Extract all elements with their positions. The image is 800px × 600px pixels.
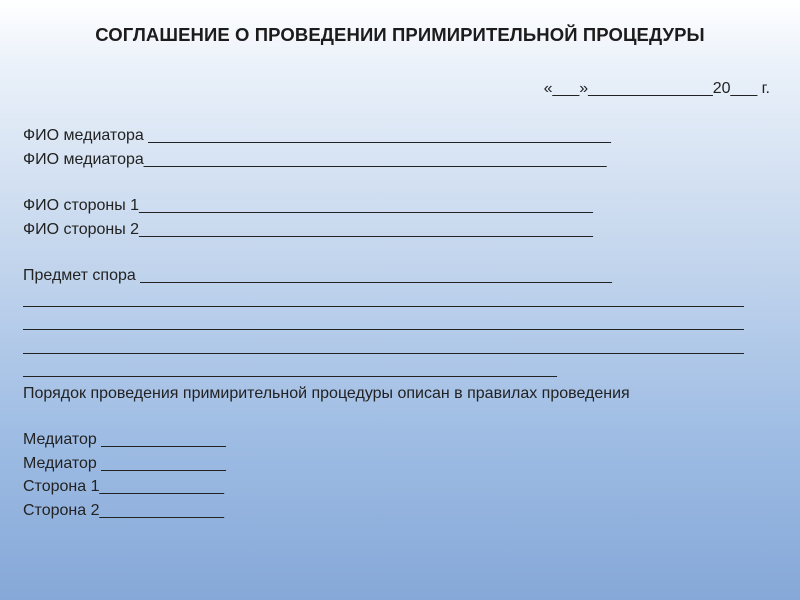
spacer [23,405,775,428]
document-title: СОГЛАШЕНИЕ О ПРОВЕДЕНИИ ПРИМИРИТЕЛЬНОЙ ПРОЦЕДУРЫ [95,24,705,45]
subject-blank-line: _________________________________________________________________________________ [23,290,744,308]
spacer [23,171,775,194]
subject-blank-line: _________________________________________________________________________________ [23,314,744,331]
subject-field: Предмет спора _____________________________________________________ [23,267,612,284]
party-1-field: ФИО стороны 1___________________________________________________ [23,197,593,214]
signature-party-1: Сторона 1______________ [23,478,225,495]
mediator-1-field: ФИО медиатора ____________________________________________________ [23,127,611,144]
date-line: «___»______________20___ г. [543,80,770,97]
party-2-field: ФИО стороны 2___________________________________________________ [23,220,593,238]
form-content [23,124,775,522]
subject-blank-line: _________________________________________________________________________________ [23,337,744,355]
signature-party-2: Сторона 2______________ [23,501,225,519]
procedure-text: Порядок проведения примирительной процедуры описан в правилах проведения [23,384,630,402]
mediator-2-field: ФИО медиатора____________________________________________________ [23,150,607,168]
subject-blank-line: ____________________________________________________________ [23,361,557,378]
signature-mediator-2: Медиатор ______________ [23,454,226,472]
signature-mediator-1: Медиатор ______________ [23,431,226,448]
spacer [23,241,775,264]
